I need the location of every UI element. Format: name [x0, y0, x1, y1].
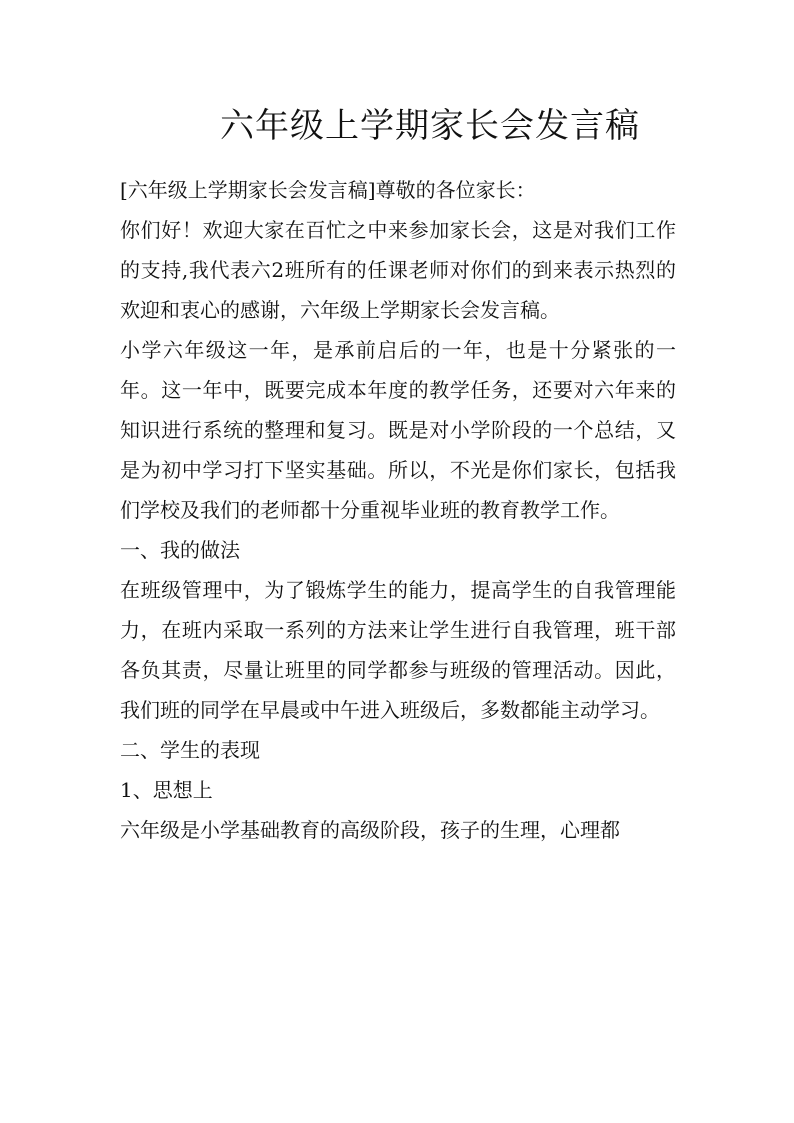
section-heading-my-approach: 一、我的做法	[120, 538, 240, 562]
welcome-paragraph: 你们好！欢迎大家在百忙之中来参加家长会，这是对我们工作的支持,我代表六2班所有的任课老师对你们的到来表示热烈的欢迎和衷心的感谢，六年级上学期家长会发言稿。	[120, 218, 676, 322]
subsection-heading-thought: 1、思想上	[120, 778, 213, 802]
sixth-grade-paragraph: 小学六年级这一年，是承前启后的一年，也是十分紧张的一年。这一年中，既要完成本年度的教学任务，还要对六年来的知识进行系统的整理和复习。既是对小学阶段的一个总结，又是为初中学习打下坚实基础。所以，不光是你们家长，包括我们学校及我们的老师都十分重视毕业班的教育教学工作。	[120, 338, 676, 522]
thought-paragraph: 六年级是小学基础教育的高级阶段，孩子的生理，心理都	[120, 818, 620, 842]
class-management-paragraph: 在班级管理中，为了锻炼学生的能力，提高学生的自我管理能力，在班内采取一系列的方法来让学生进行自我管理，班干部各负其责，尽量让班里的同学都参与班级的管理活动。因此，我们班的同学在早晨或中午进入班级后，多数都能主动学习。	[120, 578, 676, 722]
section-heading-student-performance: 二、学生的表现	[120, 738, 260, 762]
greeting-paragraph: [六年级上学期家长会发言稿]尊敬的各位家长：	[120, 178, 536, 202]
document-body	[120, 170, 676, 850]
document-title: 六年级上学期家长会发言稿	[220, 106, 640, 146]
